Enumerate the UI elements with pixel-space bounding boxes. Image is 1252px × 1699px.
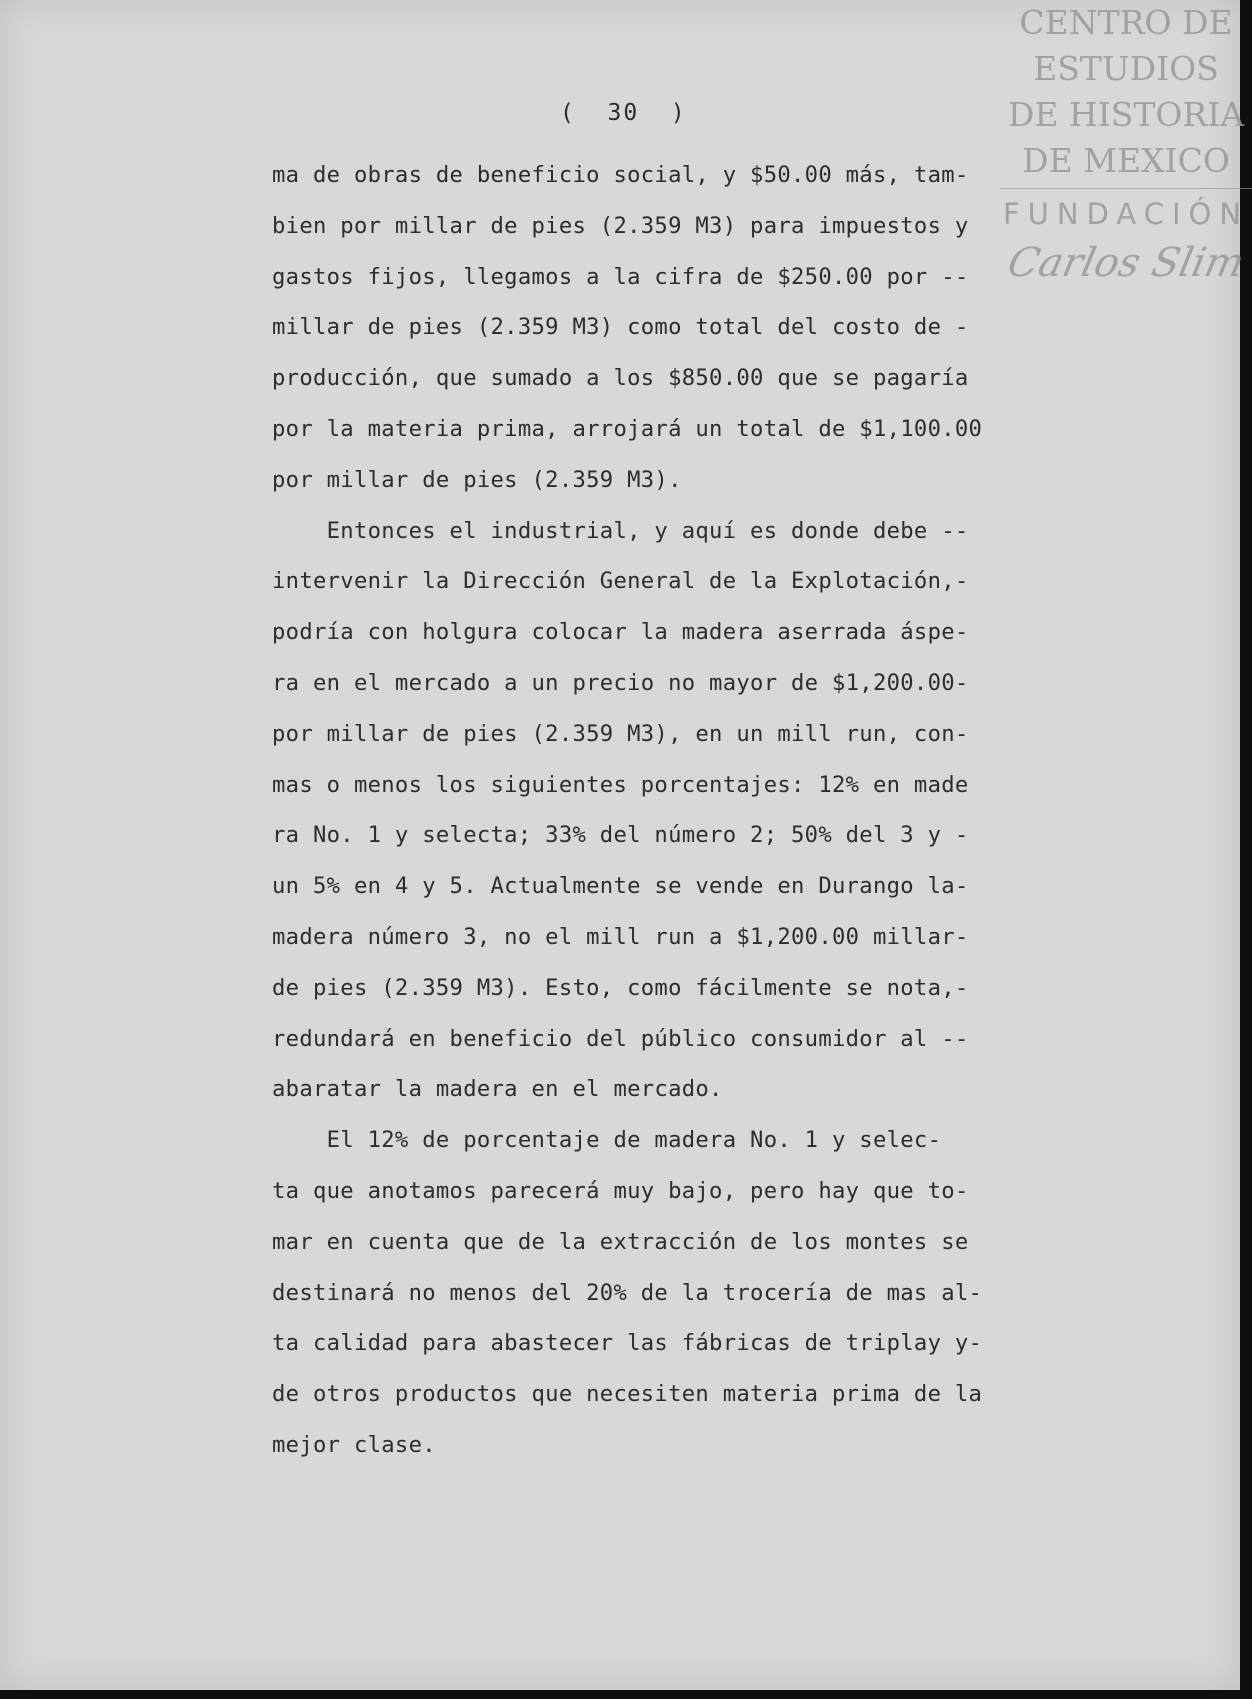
text-line: podría con holgura colocar la madera aserrada áspe- xyxy=(272,619,969,646)
text-line: intervenir la Dirección General de la Explotación,- xyxy=(272,568,969,595)
text-line: de pies (2.359 M3). Esto, como fácilmente se nota,- xyxy=(272,974,969,1001)
text-line: Entonces el industrial, y aquí es donde debe -- xyxy=(272,517,969,544)
text-line: ra No. 1 y selecta; 33% del número 2; 50% del 3 y - xyxy=(272,822,969,849)
text-line: ra en el mercado a un precio no mayor de $1,200.00- xyxy=(272,669,969,696)
watermark-line: DE MEXICO xyxy=(1022,141,1230,180)
text-line: El 12% de porcentaje de madera No. 1 y selec- xyxy=(272,1127,942,1154)
text-line: por millar de pies (2.359 M3). xyxy=(272,466,682,493)
text-line: un 5% en 4 y 5. Actualmente se vende en Durango la- xyxy=(272,873,969,900)
text-line: por millar de pies (2.359 M3), en un mill run, con- xyxy=(272,720,969,747)
watermark-foundation: FUNDACIÓN xyxy=(1002,197,1250,231)
page-number: ( 30 ) xyxy=(560,100,687,126)
text-line: millar de pies (2.359 M3) como total del costo de - xyxy=(272,314,969,341)
text-line: por la materia prima, arrojará un total de $1,100.00 xyxy=(272,415,983,442)
text-line: ta que anotamos parecerá muy bajo, pero hay que to- xyxy=(272,1177,969,1204)
text-line: redundará en beneficio del público consumidor al -- xyxy=(272,1025,969,1052)
body-text xyxy=(272,150,1102,1471)
text-line: ta calidad para abastecer las fábricas de triplay y- xyxy=(272,1330,983,1357)
text-line: mas o menos los siguientes porcentajes: 12% en made xyxy=(272,771,969,798)
watermark-line: ESTUDIOS xyxy=(1033,49,1219,88)
text-line: mejor clase. xyxy=(272,1431,436,1458)
text-line: de otros productos que necesiten materia prima de la xyxy=(272,1381,983,1408)
watermark-line: CENTRO DE xyxy=(1019,3,1233,42)
watermark-signature: Carlos Slim xyxy=(1003,240,1249,286)
text-line: madera número 3, no el mill run a $1,200.00 millar- xyxy=(272,923,969,950)
text-line: bien por millar de pies (2.359 M3) para impuestos y xyxy=(272,212,969,239)
text-line: ma de obras de beneficio social, y $50.00 más, tam- xyxy=(272,162,969,188)
watermark-line: DE HISTORIA xyxy=(1007,95,1245,134)
text-line: destinará no menos del 20% de la trocería de mas al- xyxy=(272,1279,983,1306)
text-line: mar en cuenta que de la extracción de los montes se xyxy=(272,1228,969,1255)
text-line: producción, que sumado a los $850.00 que se pagaría xyxy=(272,365,969,392)
text-line: abaratar la madera en el mercado. xyxy=(272,1076,723,1103)
text-line: gastos fijos, llegamos a la cifra de $250.00 por -- xyxy=(272,263,969,290)
